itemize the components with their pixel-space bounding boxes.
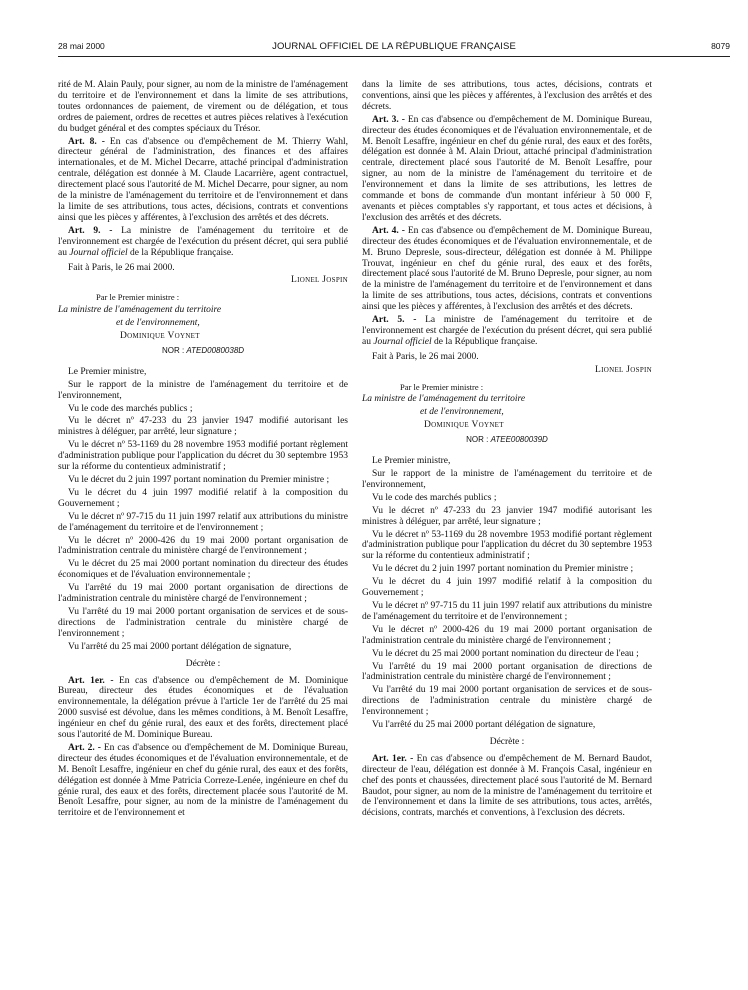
article-5-journal: Journal officiel bbox=[373, 336, 432, 347]
nor-label: NOR : bbox=[466, 435, 491, 445]
article-1-text: En cas d'absence ou d'empêchement de M. Bernard Baudot, directeur de l'eau, délégation est donnée à M. François Casal, ingénieur en chef des ponts et chaussées, directement placé sous l'autorité de M. Bernard Baudot, pour signer, au nom de la ministre de l'aménagement du territoire et de l'environnement et dans la limite de ses attributions, tous actes, arrêtés, décisions, contrats, marchés et conventions, à l'exclusion des décrets. bbox=[362, 753, 653, 819]
article-4-text: En cas d'absence ou d'empêchement de M. Dominique Bureau, directeur des études économiques et de l'évaluation environnementale, et de M. Bruno Depresle, sous-directeur, délégation est donnée à M. Philippe Trouvat, ingénieur en chef du génie rural, des eaux et des forêts, directement placé sous l'autorité de M. Bruno Depresle, pour signer, au nom de la ministre de l'aménagement du territoire et de l'environnement et dans la limite de ses attributions, tous actes, décisions, contrats et conventions ainsi que les pièces y afférentes, à l'exclusion des arrêtés et des décrets. bbox=[362, 225, 652, 313]
fait-a-paris: Fait à Paris, le 26 mai 2000. bbox=[68, 262, 175, 273]
premier-ministre: Le Premier ministre, bbox=[372, 456, 451, 467]
visa-12: Vu l'arrêté du 25 mai 2000 portant délégation de signature, bbox=[372, 720, 596, 731]
signatory-name: Lionel Jospin bbox=[291, 275, 348, 286]
decrete-heading: Décrète : bbox=[489, 736, 525, 747]
visa-4: Vu le décret nº 53-1169 du 28 novembre 1953 modifié portant règlement d'administration publique pour l'application du décret du 30 septembre 1953 sur la réforme du contentieux administratif ; bbox=[362, 529, 652, 562]
journal-title: JOURNAL OFFICIEL DE LA RÉPUBLIQUE FRANÇAISE bbox=[272, 41, 516, 52]
page-number: 8079 bbox=[711, 41, 730, 51]
article-2-text: En cas d'absence ou d'empêchement de M. Dominique Bureau, directeur des études économiques et de l'évaluation environnementale, et de M. Benoît Lesaffre, ingénieur en chef du génie rural, des eaux et des forêts, délégation est donnée à Mme Patricia Correze-Lenée, ingénieure en chef du génie rural, des eaux et des forêts, directement placée sous l'autorité de M. Benoît Lesaffre, pour signer, au nom de la ministre de l'aménagement du territoire et de l'environnement et bbox=[58, 742, 348, 819]
issue-date: 28 mai 2000 bbox=[58, 41, 105, 51]
article-9-text-a: La ministre de l'aménagement du territoire et de l'environnement est chargée de l'exécution du présent décret, qui sera publié au bbox=[58, 225, 349, 258]
fait-a-paris: Fait à Paris, le 26 mai 2000. bbox=[372, 351, 479, 362]
visa-6: Vu le décret du 4 juin 1997 modifié relatif à la composition du Gouvernement ; bbox=[362, 577, 652, 599]
article-8-label: Art. 8. - bbox=[68, 136, 105, 147]
visa-4: Vu le décret nº 53-1169 du 28 novembre 1953 modifié portant règlement d'administration publique pour l'application du décret du 30 septembre 1953 sur la réforme du contentieux administratif ; bbox=[58, 440, 348, 473]
article-5-text-a: La ministre de l'aménagement du territoire et de l'environnement est chargée de l'exécution du présent décret, qui sera publié au bbox=[362, 315, 653, 347]
article-4-label: Art. 4. - bbox=[372, 225, 405, 236]
visa-7: Vu le décret nº 97-715 du 11 juin 1997 relatif aux attributions du ministre de l'aménagement du territoire et de l'environnement ; bbox=[58, 511, 348, 533]
article-1 bbox=[58, 676, 348, 741]
article-5-label: Art. 5. - bbox=[372, 315, 417, 326]
left-column bbox=[58, 80, 348, 821]
visa-2: Vu le code des marchés publics ; bbox=[372, 492, 497, 503]
premier-ministre: Le Premier ministre, bbox=[68, 366, 147, 377]
par-premier-ministre: Par le Premier ministre : bbox=[400, 381, 484, 392]
visa-5: Vu le décret du 2 juin 1997 portant nomination du Premier ministre ; bbox=[372, 564, 634, 575]
nor-label: NOR : bbox=[161, 345, 187, 355]
continuation-paragraph: dans la limite de ses attributions, tous actes, décisions, contrats et conventions, ainsi que les pièces y afférentes, à l'exclusion des arrêtés et des décrets. bbox=[362, 80, 652, 112]
continuation-paragraph: rité de M. Alain Pauly, pour signer, au nom de la ministre de l'aménagement du territoire et de l'environnement et dans la limite de ses attributions, toutes ordonnances de paiement, de virement ou de délégation, et tous ordres de paiement, ordres de recettes et autres pièces relatives à l'exécution du budget général et des comptes spéciaux du Trésor. bbox=[58, 80, 348, 134]
ministre-line-2: et de l'environnement, bbox=[116, 318, 200, 329]
article-9 bbox=[58, 226, 348, 259]
article-3-text: En cas d'absence ou d'empêchement de M. Dominique Bureau, directeur des études économiques et de l'évaluation environnementale, et de M. Benoît Lesaffre, ingénieur en chef du génie rural, des eaux et des forêts, délégation est donnée à M. Alain Driout, attaché principal d'administration centrale, directement placé sous l'autorité de M. Benoît Lesaffre, pour signer, au nom de la ministre de l'aménagement du territoire et de l'environnement et dans la limite de ses attributions, les lettres de commande et bons de commande d'un montant inférieur à 50 000 F, avenants et pièces comptables s'y rapportant, et tous actes et décisions, à l'exclusion des arrêtés et des décrets. bbox=[362, 114, 652, 223]
article-2 bbox=[58, 743, 348, 819]
article-3-label: Art. 3. - bbox=[372, 114, 405, 125]
ministre-line-1: La ministre de l'aménagement du territoire bbox=[58, 305, 222, 316]
visa-11: Vu l'arrêté du 19 mai 2000 portant organisation de services et de sous-directions de l'administration centrale du ministère chargé de l'environnement ; bbox=[58, 606, 348, 639]
nor-code: ATED0080038D bbox=[186, 345, 245, 355]
visa-9: Vu le décret du 25 mai 2000 portant nomination du directeur des études économiques et de l'évaluation environnementale ; bbox=[58, 559, 348, 581]
article-9-journal: Journal officiel bbox=[69, 247, 128, 258]
visa-11: Vu l'arrêté du 19 mai 2000 portant organisation de services et de sous-directions de l'administration centrale du ministère chargé de l'environnement ; bbox=[362, 685, 652, 718]
visa-3: Vu le décret nº 47-233 du 23 janvier 1947 modifié autorisant les ministres à déléguer, par arrêté, leur signature ; bbox=[58, 416, 348, 438]
article-8-text: En cas d'absence ou d'empêchement de M. Thierry Wahl, directeur général de l'administration, des finances et des affaires internationales, et de M. Michel Decarre, attaché principal d'administration centrale, délégation est donnée à M. Claude Lacarrière, agent contractuel, directement placé sous l'autorité de M. Michel Decarre, pour signer, au nom de la ministre de l'aménagement du territoire et de l'environnement et dans la limite de ses attributions, tous actes, décisions, contrats et conventions ainsi que les pièces y afférentes, à l'exclusion des arrêtés et des décrets. bbox=[58, 136, 348, 223]
page-header bbox=[58, 41, 730, 55]
article-2-label: Art. 2. - bbox=[68, 742, 101, 753]
nor-reference bbox=[362, 435, 652, 446]
visa-10: Vu l'arrêté du 19 mai 2000 portant organisation de directions de l'administration centrale du ministère chargé de l'environnement ; bbox=[362, 661, 652, 683]
article-1 bbox=[362, 754, 652, 819]
decrete-heading: Décrète : bbox=[185, 658, 221, 669]
ministre-line-2: et de l'environnement, bbox=[420, 407, 504, 418]
ministre-name: Dominique Voynet bbox=[120, 331, 200, 342]
visa-8: Vu le décret nº 2000-426 du 19 mai 2000 portant organisation de l'administration centrale du ministère chargé de l'environnement ; bbox=[58, 535, 348, 557]
article-5 bbox=[362, 315, 652, 348]
visa-7: Vu le décret nº 97-715 du 11 juin 1997 relatif aux attributions du ministre de l'aménagement du territoire et de l'environnement ; bbox=[362, 600, 652, 622]
article-9-text-b: de la République française. bbox=[127, 247, 234, 258]
visa-6: Vu le décret du 4 juin 1997 modifié relatif à la composition du Gouvernement ; bbox=[58, 487, 348, 509]
visa-3: Vu le décret nº 47-233 du 23 janvier 1947 modifié autorisant les ministres à déléguer, par arrêté, leur signature ; bbox=[362, 505, 652, 527]
article-1-label: Art. 1er. - bbox=[68, 675, 114, 686]
article-3 bbox=[362, 115, 652, 224]
ministre-line-1: La ministre de l'aménagement du territoire bbox=[362, 394, 526, 405]
signatory-name: Lionel Jospin bbox=[595, 364, 652, 375]
visa-5: Vu le décret du 2 juin 1997 portant nomination du Premier ministre ; bbox=[68, 475, 330, 485]
visa-12: Vu l'arrêté du 25 mai 2000 portant délégation de signature, bbox=[68, 641, 292, 652]
visa-10: Vu l'arrêté du 19 mai 2000 portant organisation de directions de l'administration centrale du ministère chargé de l'environnement ; bbox=[58, 583, 348, 605]
article-1-label: Art. 1er. - bbox=[372, 753, 414, 764]
visa-9: Vu le décret du 25 mai 2000 portant nomination du directeur de l'eau ; bbox=[372, 648, 639, 659]
article-8 bbox=[58, 137, 348, 224]
visa-2: Vu le code des marchés publics ; bbox=[68, 403, 193, 414]
visa-8: Vu le décret nº 2000-426 du 19 mai 2000 portant organisation de l'administration centrale du ministère chargé de l'environnement ; bbox=[362, 624, 652, 646]
nor-reference bbox=[58, 346, 348, 357]
visa-1: Sur le rapport de la ministre de l'aménagement du territoire et de l'environnement, bbox=[58, 379, 348, 401]
visa-1: Sur le rapport de la ministre de l'aménagement du territoire et de l'environnement, bbox=[362, 469, 652, 490]
right-column bbox=[362, 80, 652, 821]
ministre-name: Dominique Voynet bbox=[424, 420, 504, 431]
article-1-text: En cas d'absence ou d'empêchement de M. Dominique Bureau, directeur des études économiques et de l'évaluation environnementale, la délégation prévue à l'article 1er de l'arrêté du 25 mai 2000 susvisé est dévolue, dans les mêmes conditions, à M. Benoît Lesaffre, ingénieur en chef du génie rural, des eaux et des forêts, directement placé sous l'autorité de M. Dominique Bureau. bbox=[58, 675, 348, 741]
article-9-label: Art. 9. - bbox=[68, 225, 113, 236]
nor-code: ATEE0080039D bbox=[490, 435, 548, 445]
par-premier-ministre: Par le Premier ministre : bbox=[96, 292, 180, 303]
article-5-text-b: de la République française. bbox=[431, 336, 538, 347]
header-rule bbox=[58, 56, 730, 57]
article-4 bbox=[362, 226, 652, 313]
